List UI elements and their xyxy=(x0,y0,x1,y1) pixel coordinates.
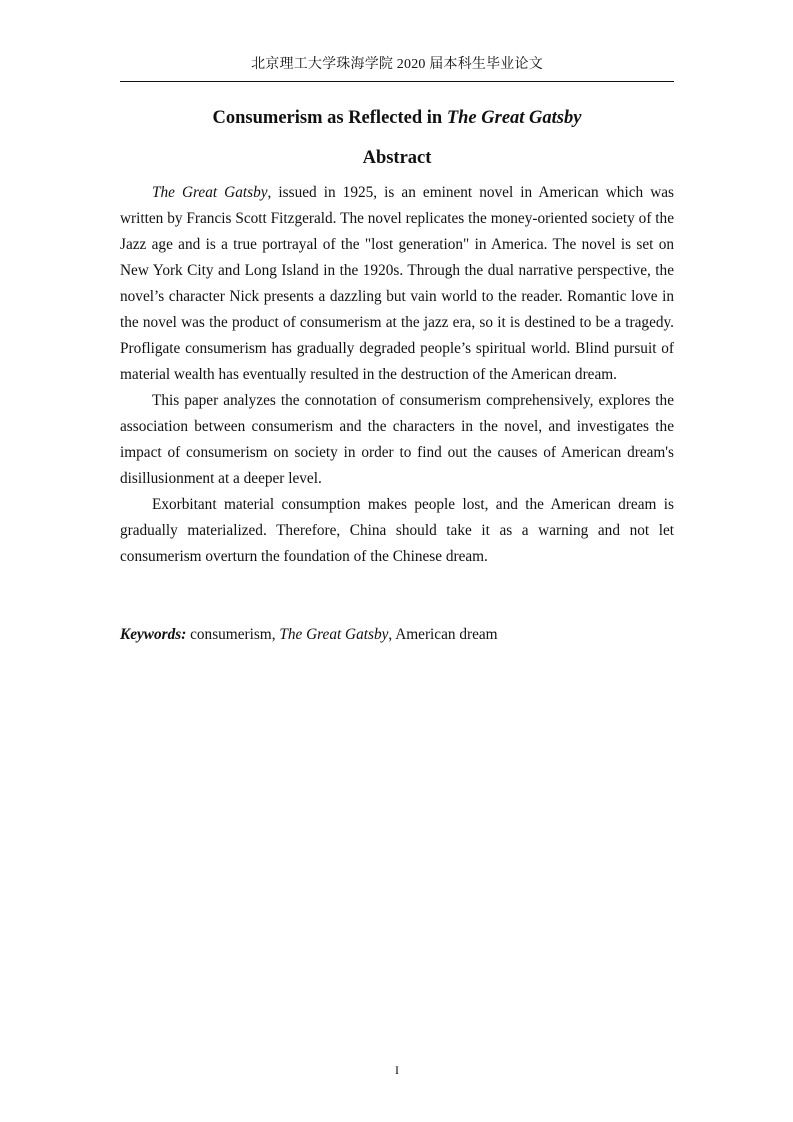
paper-title xyxy=(120,106,674,130)
keywords-part-1: consumerism, xyxy=(186,626,280,643)
header-rule xyxy=(120,81,674,82)
abstract-paragraph-1 xyxy=(120,180,674,388)
paper-title-text: Consumerism as Reflected in xyxy=(212,108,447,128)
abstract-paragraph-1-italic-lead: The Great Gatsby xyxy=(152,184,268,201)
paper-title-italic: The Great Gatsby xyxy=(446,108,582,128)
page-header: 北京理工大学珠海学院 2020 届本科生毕业论文 xyxy=(251,57,543,72)
keywords-label: Keywords: xyxy=(120,626,187,643)
abstract-paragraph-1-text: , issued in 1925, is an eminent novel in American which was written by Francis Scott Fitzgerald. The novel replicates the money-oriented society of the Jazz age and is a true portrayal of the "lost generation" in America. The novel is set on New York City and Long Island in the 1920s. Through the dual narrative perspective, the novel’s character Nick presents a dazzling but vain world to the reader. Romantic love in the novel was the product of consumerism at the jazz era, so it is destined to be a tragedy. Profligate consumerism has gradually degraded people’s spiritual world. Blind pursuit of material wealth has eventually resulted in the destruction of the American dream. xyxy=(120,184,674,383)
keywords-part-2: , American dream xyxy=(388,626,498,643)
abstract-heading: Abstract xyxy=(362,148,432,168)
keywords-line xyxy=(120,622,674,648)
abstract-paragraph-3: Exorbitant material consumption makes people lost, and the American dream is gradually materialized. Therefore, China should take it as a warning and not let consumerism overturn the foundation of the Chinese dream. xyxy=(120,496,674,565)
abstract-body xyxy=(120,180,674,570)
keywords-italic: The Great Gatsby xyxy=(279,626,389,643)
abstract-paragraph-2: This paper analyzes the connotation of consumerism comprehensively, explores the association between consumerism and the characters in the novel, and investigates the impact of consumerism on society in order to find out the causes of American dream's disillusionment at a deeper level. xyxy=(120,392,674,487)
page-number: I xyxy=(395,1063,399,1077)
